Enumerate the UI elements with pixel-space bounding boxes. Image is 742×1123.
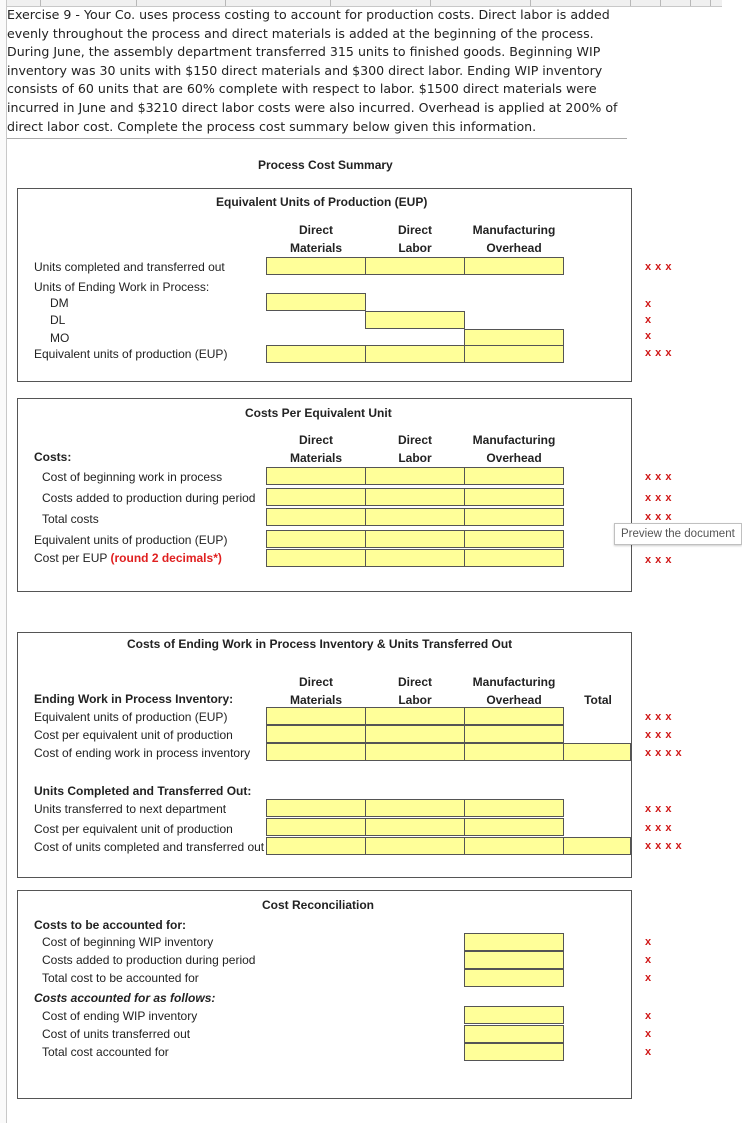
transfer-units-mo-input[interactable] <box>464 799 564 817</box>
recon-row-ending: Cost of ending WIP inventory <box>42 1009 198 1023</box>
recon-row-added: Costs added to production during period <box>42 953 256 967</box>
ewip-cost-total-input[interactable] <box>563 743 631 761</box>
transfer-cost-mo-input[interactable] <box>464 837 564 855</box>
recon-accounted-label: Costs accounted for as follows: <box>34 991 216 1005</box>
cpeu-eup-dm-input[interactable] <box>266 530 366 548</box>
cpeu-per-eup-dl-input[interactable] <box>365 549 465 567</box>
eup-row-completed: Units completed and transferred out <box>34 260 225 274</box>
check-mark: x x x <box>645 711 672 723</box>
ewip-cost-dl-input[interactable] <box>365 743 465 761</box>
recon-row-transferred: Cost of units transferred out <box>42 1027 191 1041</box>
check-mark: x <box>645 330 652 342</box>
ewip-cost-dm-input[interactable] <box>266 743 366 761</box>
ending-header-mo: Manufacturing Overhead <box>472 675 556 707</box>
check-mark: x x x <box>645 554 672 566</box>
check-mark: x x x <box>645 261 672 273</box>
cpeu-total-dm-input[interactable] <box>266 508 366 526</box>
ewip-eup-mo-input[interactable] <box>464 707 564 725</box>
cpeu-beginning-dm-input[interactable] <box>266 467 366 485</box>
recon-total-input[interactable] <box>464 969 564 987</box>
ending-header-dl: Direct Labor <box>397 675 432 707</box>
eup-row-dm: DM <box>50 296 69 310</box>
check-mark: x x x <box>645 803 672 815</box>
check-mark: x <box>645 936 652 948</box>
recon-added-input[interactable] <box>464 951 564 969</box>
cpeu-header-dm: Direct Materials <box>289 433 343 465</box>
cpeu-eup-dl-input[interactable] <box>365 530 465 548</box>
recon-row-total: Total cost to be accounted for <box>42 971 199 985</box>
ewip-costper-dl-input[interactable] <box>365 725 465 743</box>
eup-row-mo: MO <box>50 331 70 345</box>
recon-beginning-input[interactable] <box>464 933 564 951</box>
ewip-cost-mo-input[interactable] <box>464 743 564 761</box>
cpeu-per-eup-mo-input[interactable] <box>464 549 564 567</box>
ending-title: Costs of Ending Work in Process Inventory & Units Transferred Out <box>127 637 513 651</box>
eup-ending-dl-input[interactable] <box>365 311 465 329</box>
cpeu-title: Costs Per Equivalent Unit <box>245 406 392 420</box>
ending-header-total: Total <box>584 693 612 707</box>
eup-ending-dm-input[interactable] <box>266 293 366 311</box>
cpeu-beginning-mo-input[interactable] <box>464 467 564 485</box>
eup-row-dl: DL <box>50 313 66 327</box>
recon-title: Cost Reconciliation <box>262 898 375 912</box>
transfer-costper-mo-input[interactable] <box>464 818 564 836</box>
cpeu-row-eup: Equivalent units of production (EUP) <box>34 533 228 547</box>
check-mark: x x x <box>645 822 672 834</box>
eup-total-mo-input[interactable] <box>464 345 564 363</box>
check-mark: x <box>645 298 652 310</box>
eup-row-ending-wip: Units of Ending Work in Process: <box>34 280 210 294</box>
cpeu-row-added: Costs added to production during period <box>42 491 256 505</box>
eup-header-dl: Direct Labor <box>397 223 432 255</box>
transfer-cost-total-input[interactable] <box>563 837 631 855</box>
ewip-eup-dl-input[interactable] <box>365 707 465 725</box>
transfer-row-units: Units transferred to next department <box>34 802 227 816</box>
transfer-units-dm-input[interactable] <box>266 799 366 817</box>
cpeu-added-dl-input[interactable] <box>365 488 465 506</box>
transfer-cost-dl-input[interactable] <box>365 837 465 855</box>
cpeu-eup-mo-input[interactable] <box>464 530 564 548</box>
ewip-costper-mo-input[interactable] <box>464 725 564 743</box>
check-mark: x x x <box>645 471 672 483</box>
cpeu-row-beginning: Cost of beginning work in process <box>42 470 223 484</box>
ewip-label: Ending Work in Process Inventory: <box>34 692 234 706</box>
transfer-row-cost: Cost of units completed and transferred out <box>34 840 265 854</box>
check-mark: x <box>645 314 652 326</box>
cpeu-header-dl: Direct Labor <box>397 433 432 465</box>
cpeu-total-dl-input[interactable] <box>365 508 465 526</box>
transfer-row-cost-per: Cost per equivalent unit of production <box>34 822 233 836</box>
check-mark: x <box>645 954 652 966</box>
transfer-units-dl-input[interactable] <box>365 799 465 817</box>
cpeu-header-mo: Manufacturing Overhead <box>472 433 556 465</box>
divider <box>7 138 627 139</box>
cpeu-costs-label: Costs: <box>34 450 72 464</box>
check-mark: x x x x <box>645 747 683 759</box>
problem-statement: Exercise 9 - Your Co. uses process costing to account for production costs. Direct labor is added evenly throughout the process and direct materials is added at the beginning of the process. During June, the assembly department transferred 315 units to finished goods. Beginning WIP inventory was 30 units with $150 direct materials and $300 direct labor. Ending WIP inventory consists of 60 units that are 60% complete with respect to labor. $1500 direct materials were incurred in June and $3210 direct labor costs were also incurred. Overhead is applied at 200% of direct labor cost. Complete the process cost summary below given this information. <box>7 7 618 134</box>
ewip-row-cost-ending: Cost of ending work in process inventory <box>34 746 251 760</box>
eup-total-dl-input[interactable] <box>365 345 465 363</box>
ewip-row-cost-per: Cost per equivalent unit of production <box>34 728 233 742</box>
ending-header-dm: Direct Materials <box>289 675 343 707</box>
recon-accounted-total-input[interactable] <box>464 1043 564 1061</box>
cpeu-per-eup-dm-input[interactable] <box>266 549 366 567</box>
round-note: (round 2 decimals*) <box>110 551 222 565</box>
eup-completed-mo-input[interactable] <box>464 257 564 275</box>
preview-document-tooltip[interactable]: Preview the document <box>614 523 742 545</box>
eup-header-dm: Direct Materials <box>289 223 343 255</box>
cpeu-beginning-dl-input[interactable] <box>365 467 465 485</box>
summary-title: Process Cost Summary <box>258 158 393 172</box>
eup-title: Equivalent Units of Production (EUP) <box>216 195 428 209</box>
cpeu-total-mo-input[interactable] <box>464 508 564 526</box>
cpeu-added-dm-input[interactable] <box>266 488 366 506</box>
recon-row-accounted-total: Total cost accounted for <box>42 1045 169 1059</box>
check-mark: x <box>645 1010 652 1022</box>
check-mark: x <box>645 972 652 984</box>
cpeu-row-per-eup: Cost per EUP (round 2 decimals*) <box>34 551 222 565</box>
eup-row-total: Equivalent units of production (EUP) <box>34 347 228 361</box>
transfer-costper-dl-input[interactable] <box>365 818 465 836</box>
eup-header-mo: Manufacturing Overhead <box>472 223 556 255</box>
check-mark: x <box>645 1028 652 1040</box>
check-mark: x x x x <box>645 840 683 852</box>
ewip-costper-dm-input[interactable] <box>266 725 366 743</box>
cpeu-added-mo-input[interactable] <box>464 488 564 506</box>
check-mark: x x x <box>645 729 672 741</box>
ewip-eup-dm-input[interactable] <box>266 707 366 725</box>
check-mark: x x x <box>645 347 672 359</box>
recon-ending-input[interactable] <box>464 1006 564 1024</box>
cpeu-row-total: Total costs <box>42 512 99 526</box>
transfer-cost-dm-input[interactable] <box>266 837 366 855</box>
recon-to-account-label: Costs to be accounted for: <box>34 918 187 932</box>
check-mark: x x x <box>645 511 672 523</box>
eup-completed-dm-input[interactable] <box>266 257 366 275</box>
row-header-gutter <box>0 0 7 1123</box>
check-mark: x <box>645 1046 652 1058</box>
check-mark: x x x <box>645 492 672 504</box>
recon-row-beginning: Cost of beginning WIP inventory <box>42 935 214 949</box>
eup-completed-dl-input[interactable] <box>365 257 465 275</box>
ewip-row-eup: Equivalent units of production (EUP) <box>34 710 228 724</box>
recon-transferred-input[interactable] <box>464 1025 564 1043</box>
transfer-label: Units Completed and Transferred Out: <box>34 784 252 798</box>
transfer-costper-dm-input[interactable] <box>266 818 366 836</box>
eup-total-dm-input[interactable] <box>266 345 366 363</box>
